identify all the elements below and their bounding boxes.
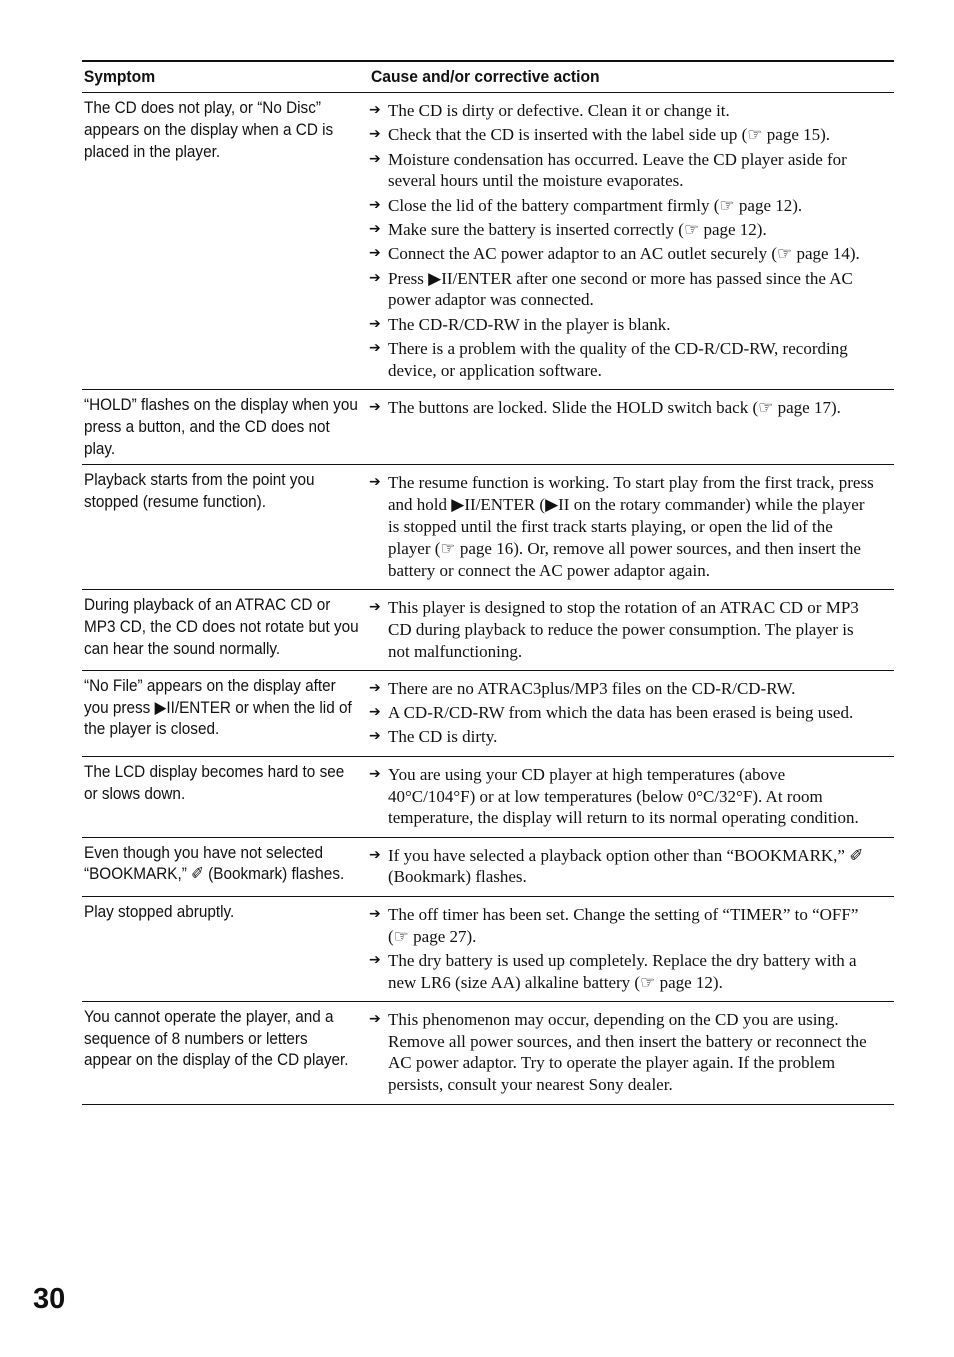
cause-column-header: Cause and/or corrective action [371,67,600,86]
action-item [369,338,894,382]
arrow-icon: ➔ [369,315,381,332]
action-text: You are using your CD player at high temperatures (above 40°C/104°F) or at low temperatures (below 0°C/32°F). At room temperature, the display will return to its normal operating condition. [388,764,859,828]
symptom-column-header: Symptom [83,67,156,86]
action-item [369,764,894,829]
arrow-icon: ➔ [369,679,381,696]
action-text: Moisture condensation has occurred. Leave the CD player aside for several hours until the moisture evaporates. [388,149,847,191]
symptom-text: The LCD display becomes hard to see or slows down. [84,761,345,803]
arrow-icon: ➔ [369,951,381,968]
arrow-icon: ➔ [369,269,381,286]
action-item [369,268,894,312]
action-text: The off timer has been set. Change the setting of “TIMER” to “OFF” (☞ page 27). [388,904,859,946]
symptom-text: You cannot operate the player, and a sequence of 8 numbers or letters appear on the display of the CD player. [84,1006,349,1070]
action-cell [369,842,894,891]
arrow-icon: ➔ [369,399,381,416]
symptom-cell [82,1006,369,1099]
page-number: 30 [33,1283,66,1315]
action-text: There are no ATRAC3plus/MP3 files on the CD-R/CD-RW. [388,678,796,698]
action-item [369,597,894,662]
arrow-icon: ➔ [369,196,381,213]
table-row [82,671,894,757]
symptom-cell [82,97,369,384]
action-cell [369,901,894,996]
action-cell [369,675,894,751]
action-item [369,149,894,193]
arrow-icon: ➔ [369,150,381,167]
action-item [369,726,894,748]
action-text: The CD-R/CD-RW in the player is blank. [388,314,671,334]
action-text: If you have selected a playback option other than “BOOKMARK,” ✐ (Bookmark) flashes. [388,845,864,887]
action-text: Make sure the battery is inserted correctly (☞ page 12). [388,219,767,239]
symptom-text: Playback starts from the point you stopped (resume function). [84,470,315,512]
symptom-cell [82,594,369,665]
arrow-icon: ➔ [369,220,381,237]
arrow-icon: ➔ [369,339,381,356]
table-row [82,838,894,897]
arrow-icon: ➔ [369,765,381,782]
table-row [82,390,894,465]
troubleshooting-table [82,60,894,1105]
action-text: The CD is dirty. [388,727,498,747]
arrow-icon: ➔ [369,245,381,262]
arrow-icon: ➔ [369,704,381,721]
action-cell [369,1006,894,1099]
table-row [82,897,894,1002]
action-text: Press ▶II/ENTER after one second or more has passed since the AC power adaptor was connected. [388,268,853,310]
arrow-icon: ➔ [369,905,381,922]
arrow-icon: ➔ [369,728,381,745]
action-text: The dry battery is used up completely. Replace the dry battery with a new LR6 (size AA) alkaline battery (☞ page 12). [388,950,857,992]
table-row [82,590,894,671]
symptom-cell [82,394,369,459]
table-row [82,93,894,390]
symptom-text: Play stopped abruptly. [84,901,235,921]
arrow-icon: ➔ [369,126,381,143]
action-item [369,702,894,724]
action-cell [369,394,894,459]
arrow-icon: ➔ [369,474,381,491]
action-item [369,100,894,122]
table-row [82,1002,894,1105]
action-text: The CD is dirty or defective. Clean it or change it. [388,101,730,120]
action-item [369,219,894,241]
action-text: The buttons are locked. Slide the HOLD switch back (☞ page 17). [388,398,841,418]
table-body [82,93,894,1105]
symptom-text: The CD does not play, or “No Disc” appears on the display when a CD is placed in the player. [84,98,334,161]
arrow-icon: ➔ [369,598,381,615]
arrow-icon: ➔ [369,846,381,863]
symptom-cell [82,842,369,891]
action-item [369,243,894,265]
action-text: Close the lid of the battery compartment firmly (☞ page 12). [388,195,803,215]
action-item [369,314,894,336]
action-text: Check that the CD is inserted with the label side up (☞ page 15). [388,125,831,145]
symptom-text: Even though you have not selected “BOOKMARK,” ✐ (Bookmark) flashes. [84,842,345,884]
symptom-cell [82,901,369,996]
table-row [82,757,894,838]
action-text: A CD-R/CD-RW from which the data has been erased is being used. [388,703,854,723]
action-text: There is a problem with the quality of the CD-R/CD-RW, recording device, or application software. [388,338,848,380]
action-text: The resume function is working. To start play from the first track, press and hold ▶II/ENTER (▶II on the rotary commander) while the player is stopped until the first track starts playing, or open the lid of the player (☞ page 16). Or, remove all power sources, and then insert the battery or connect the AC power adaptor again. [388,473,874,580]
action-item [369,845,894,889]
action-item [369,1009,894,1096]
action-item [369,195,894,217]
arrow-icon: ➔ [369,1010,381,1027]
action-cell [369,97,894,384]
action-item [369,472,894,581]
action-item [369,950,894,994]
action-item [369,678,894,700]
action-cell [369,469,894,583]
symptom-text: “HOLD” flashes on the display when you press a button, and the CD does not play. [84,395,358,458]
action-text: This phenomenon may occur, depending on the CD you are using. Remove all power sources, and then insert the battery or reconnect the AC power adaptor. Try to operate the player again. If the problem persists, consult your nearest Sony dealer. [388,1009,867,1095]
table-row [82,465,894,589]
action-text: Connect the AC power adaptor to an AC outlet securely (☞ page 14). [388,244,860,264]
action-cell [369,761,894,832]
symptom-cell [82,469,369,583]
action-item [369,397,894,419]
action-item [369,124,894,146]
symptom-text: “No File” appears on the display after you press ▶II/ENTER or when the lid of the player is closed. [84,675,352,739]
symptom-cell [82,761,369,832]
symptom-text: During playback of an ATRAC CD or MP3 CD, the CD does not rotate but you can hear the sound normally. [84,594,359,658]
action-item [369,904,894,948]
table-header [82,60,894,93]
action-cell [369,594,894,665]
arrow-icon: ➔ [369,102,381,118]
action-text: This player is designed to stop the rotation of an ATRAC CD or MP3 CD during playback to reduce the power consumption. The player is not malfunctioning. [388,597,859,661]
symptom-cell [82,675,369,751]
